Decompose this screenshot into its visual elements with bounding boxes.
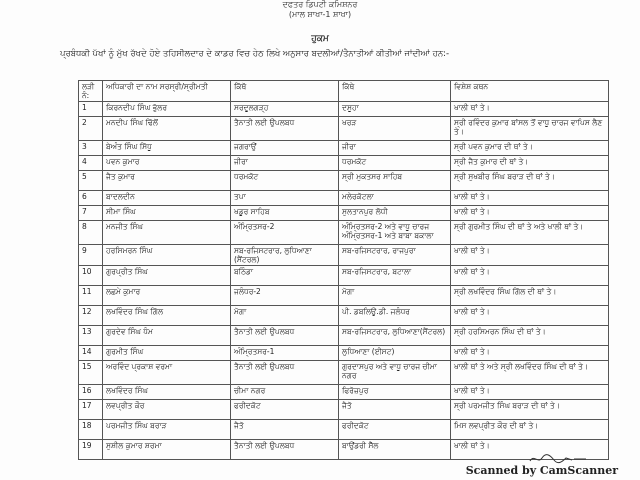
row-remarks: ਸ੍ਰੀ ਪਰਮਜੀਤ ਸਿੰਘ ਬਰਾੜ ਦੀ ਥਾਂ ਤੇ। [451,400,609,420]
row-remarks: ਖਾਲੀ ਥਾਂ ਤੇ। [451,440,609,460]
row-from: ਤੈਨਾਤੀ ਲਈ ਉਪਲਬਧ [231,440,339,460]
row-remarks: ਖਾਲੀ ਥਾਂ ਤੇ। [451,245,609,266]
row-remarks: ਮਿਸ ਲਵਪ੍ਰੀਤ ਕੌਰ ਦੀ ਥਾਂ ਤੇ। [451,420,609,440]
table-row [79,191,609,206]
row-from: ਧਰਮਕੋਟ [231,171,339,191]
row-officer-name: ਅਰਵਿੰਦ ਪ੍ਰਕਾਸ਼ ਵਰਮਾ [103,361,231,385]
row-serial: 2 [79,117,103,141]
row-officer-name: ਗੁਰਦੇਵ ਸਿੰਘ ਧੰਮ [103,326,231,346]
row-officer-name: ਬਾਦਲਦੀਨ [103,191,231,206]
row-from: ਖਡੂਰ ਸਾਹਿਬ [231,206,339,221]
row-remarks: ਸ੍ਰੀ ਸੁਖਬੀਰ ਸਿੰਘ ਬਰਾੜ ਦੀ ਥਾਂ ਤੇ। [451,171,609,191]
row-serial: 16 [79,385,103,400]
row-from: ਤਪਾ [231,191,339,206]
row-remarks: ਸ੍ਰੀ ਜੈਤ ਕੁਮਾਰ ਦੀ ਥਾਂ ਤੇ। [451,156,609,171]
table-row [79,245,609,266]
row-remarks: ਸ੍ਰੀ ਲਖਵਿੰਦਰ ਸਿੰਘ ਗਿੱਲ ਦੀ ਥਾਂ ਤੇ। [451,286,609,306]
row-remarks: ਖਾਲੀ ਥਾਂ ਤੇ। [451,306,609,326]
row-serial: 8 [79,221,103,245]
col-serial: ਲੜੀ ਨੰ: [79,81,103,102]
table-row [79,326,609,346]
branch-header: (ਮਾਲ ਸ਼ਾਖਾ-1 ਸ਼ਾਖਾ) [288,10,352,19]
row-officer-name: ਸੁਸ਼ੀਲ ਕੁਮਾਰ ਸ਼ਰਮਾ [103,440,231,460]
row-serial: 5 [79,171,103,191]
table-body [79,102,609,460]
row-officer-name: ਲਛਮੇ ਕੁਮਾਰ [103,286,231,306]
row-from: ਅੰਮ੍ਰਿਤਸਰ-1 [231,346,339,361]
row-serial: 11 [79,286,103,306]
row-from: ਜੈਤੋ [231,420,339,440]
row-to: ਧਰਮਕੋਟ [339,156,451,171]
row-to: ਦਸੂਹਾ [339,102,451,117]
scanner-watermark: Scanned by CamScanner [465,464,618,477]
row-from: ਜੀਰਾ [231,156,339,171]
table-row [79,141,609,156]
row-to: ਜੈਤੋ [339,400,451,420]
row-remarks: ਸ੍ਰੀ ਗੁਰਮੀਤ ਸਿੰਘ ਦੀ ਥਾਂ ਤੇ ਅਤੇ ਖਾਲੀ ਥਾਂ ਤੇ। [451,221,609,245]
row-to: ਸਬ-ਰਜਿਸਟਰਾਰ, ਲੁਧਿਆਣਾ(ਸੈਂਟਰਲ) [339,326,451,346]
table-row [79,266,609,286]
row-from: ਸਬ-ਰਜਿਸਟਰਾਰ, ਲੁਧਿਆਣਾ (ਸੈਂਟਰਲ) [231,245,339,266]
row-officer-name: ਹਰਸਿਮਰਨ ਸਿੰਘ [103,245,231,266]
row-officer-name: ਮਨਦੀਪ ਸਿੰਘ ਢਿੱਲੋਂ [103,117,231,141]
row-from: ਬਠਿੰਡਾ [231,266,339,286]
order-title: ਹੁਕਮ [311,34,329,44]
row-serial: 3 [79,141,103,156]
row-from: ਫਰੀਦਕੋਟ [231,400,339,420]
row-serial: 4 [79,156,103,171]
row-serial: 19 [79,440,103,460]
table-row [79,385,609,400]
table-row [79,117,609,141]
col-officer-name: ਅਧਿਕਾਰੀ ਦਾ ਨਾਮ ਸਰਸ੍ਰੀ/ਸ੍ਰੀਮਤੀ [103,81,231,102]
table-row [79,171,609,191]
row-serial: 1 [79,102,103,117]
row-officer-name: ਪਰਮਜੀਤ ਸਿੰਘ ਬਰਾੜ [103,420,231,440]
table-row [79,286,609,306]
row-to: ਅੰਮ੍ਰਿਤਸਰ-2 ਅਤੇ ਵਾਧੂ ਚਾਰਜ ਅੰਮ੍ਰਿਤਸਰ-1 ਅਤੇ ਬਾਬਾ ਬਕਾਲਾ [339,221,451,245]
row-serial: 13 [79,326,103,346]
row-officer-name: ਗੁਰਪ੍ਰੀਤ ਸਿੰਘ [103,266,231,286]
row-serial: 18 [79,420,103,440]
row-officer-name: ਲਖਵਿੰਦਰ ਸਿੰਘ [103,385,231,400]
row-from: ਤੈਨਾਤੀ ਲਈ ਉਪਲਬਧ [231,326,339,346]
row-remarks: ਖਾਲੀ ਥਾਂ ਤੇ। [451,346,609,361]
row-serial: 14 [79,346,103,361]
table-row [79,306,609,326]
row-from: ਤੈਨਾਤੀ ਲਈ ਉਪਲਬਧ [231,361,339,385]
row-remarks: ਸ੍ਰੀ ਹਰਸਿਮਰਨ ਸਿੰਘ ਦੀ ਥਾਂ ਤੇ। [451,326,609,346]
row-remarks: ਖਾਲੀ ਥਾਂ ਤੇ ਅਤੇ ਸ੍ਰੀ ਲਖਵਿੰਦਰ ਸਿੰਘ ਦੀ ਥਾਂ ਤੇ। [451,361,609,385]
row-to: ਲੁਧਿਆਣਾ (ਈਸਟ) [339,346,451,361]
table-row [79,221,609,245]
row-officer-name: ਬੇਅੰਤ ਸਿੰਘ ਸਿੱਧੂ [103,141,231,156]
row-to: ਪੀ. ਡਬਲਿਊ.ਡੀ. ਜਲੰਧਰ [339,306,451,326]
row-officer-name: ਪਵਨ ਕੁਮਾਰ [103,156,231,171]
row-officer-name: ਸੀਮਾ ਸਿੰਘ [103,206,231,221]
row-officer-name: ਲਵਪ੍ਰੀਤ ਕੌਰ [103,400,231,420]
table-row [79,346,609,361]
table-row [79,206,609,221]
table-row [79,400,609,420]
row-to: ਮਲੇਰਕੋਟਲਾ [339,191,451,206]
transfer-table [78,80,609,460]
row-serial: 15 [79,361,103,385]
row-from: ਚੀਮਾ ਨਗਰ [231,385,339,400]
row-to: ਸ੍ਰੀ ਮੁਕਤਸਰ ਸਾਹਿਬ [339,171,451,191]
table-header-row [79,81,609,102]
row-to: ਖਰੜ [339,117,451,141]
row-officer-name: ਮਨਜੀਤ ਸਿੰਘ [103,221,231,245]
row-officer-name: ਗੁਰਮੀਤ ਸਿੰਘ [103,346,231,361]
order-intro: ਪ੍ਰਬੰਧਕੀ ਪੱਖਾਂ ਨੂੰ ਮੁੱਖ ਰੱਖਦੇ ਹੋਏ ਤਹਿਸੀਲਦਾਰ ਦੇ ਕਾਡਰ ਵਿਚ ਹੇਠ ਲਿਖੇ ਅਨੁਸਾਰ ਬਦਲੀਆਂ/ਤੈਨਾਤੀਆਂ ਕੀਤੀਆਂ ਜਾਂਦੀਆਂ ਹਨ:- [60,49,450,59]
row-to: ਸਬ-ਰਜਿਸਟਰਾਰ, ਰਾਜਪੁਰਾ [339,245,451,266]
table-row [79,420,609,440]
row-remarks: ਖਾਲੀ ਥਾਂ ਤੇ। [451,191,609,206]
row-officer-name: ਜੈਤ ਕੁਮਾਰ [103,171,231,191]
row-from: ਮੋਗਾ [231,306,339,326]
row-to: ਫਿਰੋਜ਼ਪੁਰ [339,385,451,400]
row-remarks: ਖਾਲੀ ਥਾਂ ਤੇ। [451,385,609,400]
row-from: ਜਗਰਾਉਂ [231,141,339,156]
row-serial: 6 [79,191,103,206]
row-officer-name: ਲਖਵਿੰਦਰ ਸਿੰਘ ਗਿੱਲ [103,306,231,326]
row-remarks: ਖਾਲੀ ਥਾਂ ਤੇ। [451,206,609,221]
row-to: ਜੀਰਾ [339,141,451,156]
row-from: ਤੈਨਾਤੀ ਲਈ ਉਪਲਬਧ [231,117,339,141]
row-to: ਫਰੀਦਕੋਟ [339,420,451,440]
row-officer-name: ਕਿਰਨਦੀਪ ਸਿੰਘ ਭੁੱਲਰ [103,102,231,117]
table-row [79,361,609,385]
row-to: ਸਬ-ਰਜਿਸਟਰਾਰ, ਬਟਾਲਾ [339,266,451,286]
row-remarks: ਸ੍ਰੀ ਪਵਨ ਕੁਮਾਰ ਦੀ ਥਾਂ ਤੇ। [451,141,609,156]
row-remarks: ਖਾਲੀ ਥਾਂ ਤੇ। [451,102,609,117]
row-serial: 12 [79,306,103,326]
table-row [79,102,609,117]
col-remarks: ਵਿਸ਼ੇਸ਼ ਕਥਨ [451,81,609,102]
row-serial: 17 [79,400,103,420]
col-to: ਕਿੱਥੇ [339,81,451,102]
row-remarks: ਖਾਲੀ ਥਾਂ ਤੇ। [451,266,609,286]
row-to: ਗੁਰਦਾਸਪੁਰ ਅਤੇ ਵਾਧੂ ਚਾਰਜ ਚੀਮਾ ਨਗਰ [339,361,451,385]
col-from: ਕਿੱਥੋ [231,81,339,102]
row-to: ਮੋਗਾ [339,286,451,306]
row-to: ਸੁਲਤਾਨਪੁਰ ਲੋਧੀ [339,206,451,221]
office-header: ਦਫਤਰ ਡਿਪਟੀ ਕਮਿਸ਼ਨਰ [282,0,358,9]
table-row [79,156,609,171]
row-remarks: ਸ੍ਰੀ ਰਵਿੰਦਰ ਕੁਮਾਰ ਬਾਂਸਲ ਤੋਂ ਵਾਧੂ ਚਾਰਜ ਵਾਪਿਸ ਲੈਣ ਤੇ। [451,117,609,141]
row-from: ਜਲੰਧਰ-2 [231,286,339,306]
row-from: ਸਰਦੂਲਗੜ੍ਹ [231,102,339,117]
row-from: ਅੰਮ੍ਰਿਤਸਰ-2 [231,221,339,245]
row-to: ਬਾਉਂਡਰੀ ਸੈੱਲ [339,440,451,460]
row-serial: 7 [79,206,103,221]
row-serial: 10 [79,266,103,286]
row-serial: 9 [79,245,103,266]
